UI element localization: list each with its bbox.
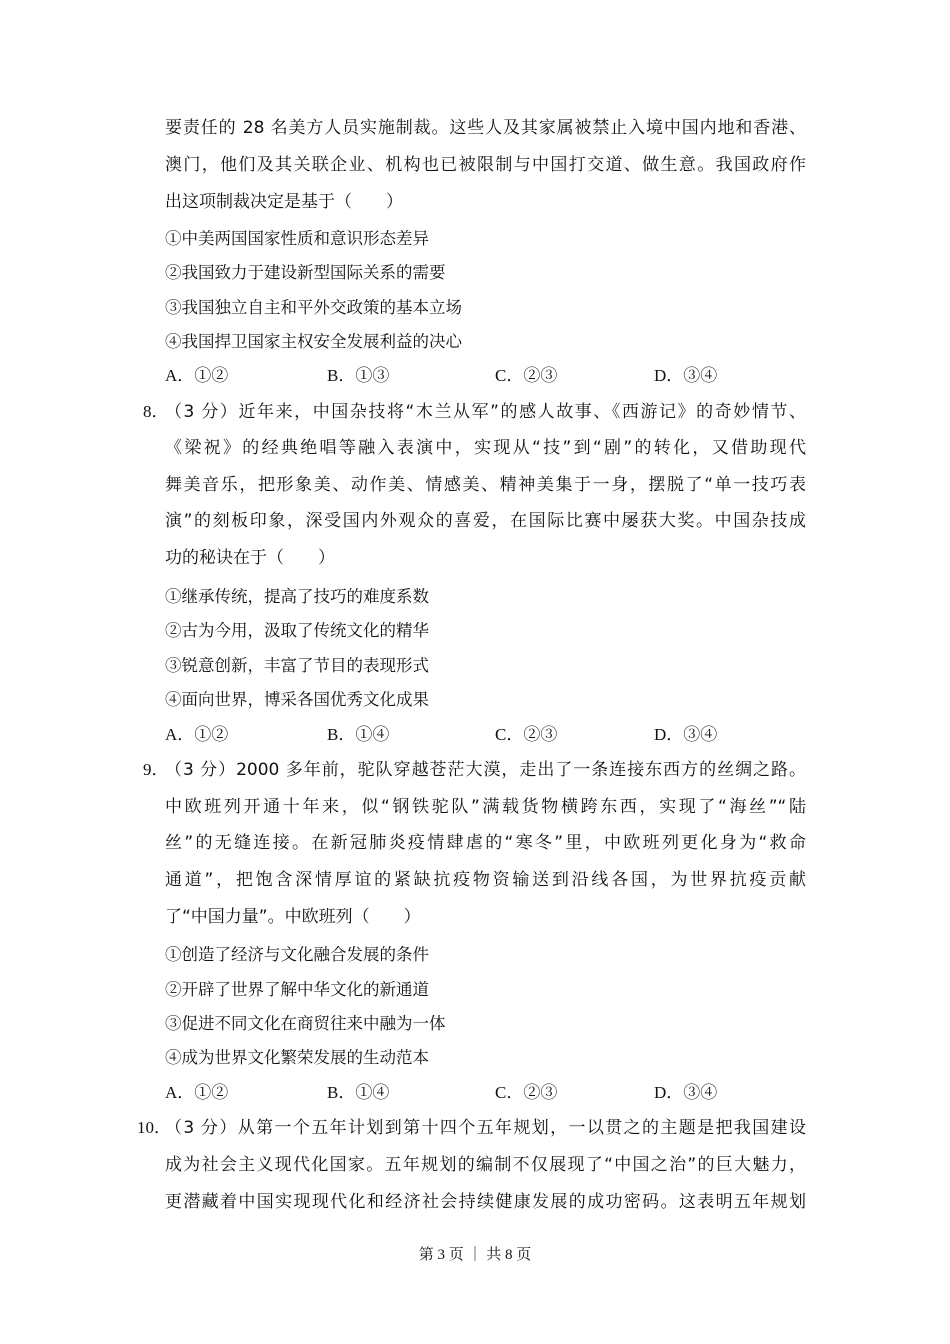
q8-stem-line: 《梁祝》的经典绝唱等融入表演中，实现从“技”到“剧”的转化，又借助现代 (165, 438, 806, 458)
q7-answer-choice-a[interactable]: A．①② (165, 366, 229, 385)
q8-stem-line: 舞美音乐，把形象美、动作美、情感美、精神美集于一身，摆脱了“单一技巧表 (165, 475, 806, 495)
page-footer: 第 3 页 ｜ 共 8 页 (418, 1247, 532, 1263)
q9-answer-choice-a[interactable]: A．①② (165, 1083, 229, 1102)
q9-stem-line: 了“中国力量”。中欧班列（ ） (165, 907, 421, 927)
q8-stem-line: 演”的刻板印象，深受国内外观众的喜爱，在国际比赛中屡获大奖。中国杂技成 (165, 511, 806, 531)
question-number: 10． (137, 1118, 171, 1137)
question-number: 8． (143, 402, 169, 421)
q8-answer-choice-a[interactable]: A．①② (165, 725, 229, 744)
q9-answer-choice-c[interactable]: C．②③ (495, 1083, 558, 1102)
q8-stem-line: 功的秘诀在于（ ） (165, 548, 335, 568)
q7-option-statement: ②我国致力于建设新型国际关系的需要 (165, 263, 446, 282)
q9-stem-line: 中欧班列开通十年来，似“钢铁驼队”满载货物横跨东西，实现了“海丝”“陆 (165, 797, 806, 817)
q8-answer-choice-d[interactable]: D．③④ (654, 725, 718, 744)
q7-option-statement: ③我国独立自主和平外交政策的基本立场 (165, 298, 462, 317)
q9-option-statement: ③促进不同文化在商贸往来中融为一体 (165, 1014, 446, 1033)
q9-stem-line: 丝”的无缝连接。在新冠肺炎疫情肆虐的“寒冬”里，中欧班列更化身为“救命 (165, 833, 806, 853)
q8-option-statement: ③锐意创新，丰富了节目的表现形式 (165, 656, 429, 675)
q7-option-statement: ①中美两国国家性质和意识形态差异 (165, 229, 429, 248)
stem-text: （3 分）2000 多年前，驼队穿越苍茫大漠，走出了一条连接东西方的丝绸之路。 (165, 760, 806, 780)
q9-answer-choice-d[interactable]: D．③④ (654, 1083, 718, 1102)
q9-stem-line (143, 758, 806, 782)
q10-stem-line: 更潜藏着中国实现现代化和经济社会持续健康发展的成功密码。这表明五年规划 (165, 1192, 806, 1212)
q7-stem-line: 出这项制裁决定是基于（ ） (165, 192, 403, 212)
q8-option-statement: ②古为今用，汲取了传统文化的精华 (165, 621, 429, 640)
q9-answer-choice-b[interactable]: B．①④ (327, 1083, 390, 1102)
q9-option-statement: ④成为世界文化繁荣发展的生动范本 (165, 1048, 429, 1067)
stem-text: （3 分）从第一个五年计划到第十四个五年规划，一以贯之的主题是把我国建设 (165, 1118, 806, 1138)
q9-option-statement: ①创造了经济与文化融合发展的条件 (165, 945, 429, 964)
q7-option-statement: ④我国捍卫国家主权安全发展利益的决心 (165, 332, 462, 351)
question-number: 9． (143, 760, 169, 779)
q9-stem-line: 通道”，把饱含深情厚谊的紧缺抗疫物资输送到沿线各国，为世界抗疫贡献 (165, 870, 806, 890)
q9-option-statement: ②开辟了世界了解中华文化的新通道 (165, 980, 429, 999)
q8-option-statement: ①继承传统，提高了技巧的难度系数 (165, 587, 429, 606)
q7-answer-choice-d[interactable]: D．③④ (654, 366, 718, 385)
q7-answer-choice-c[interactable]: C．②③ (495, 366, 558, 385)
q10-stem-line (137, 1116, 806, 1140)
stem-text: （3 分）近年来，中国杂技将“木兰从军”的感人故事、《西游记》的奇妙情节、 (165, 402, 806, 422)
q7-stem-line: 澳门，他们及其关联企业、机构也已被限制与中国打交道、做生意。我国政府作 (165, 155, 806, 175)
q8-stem-line (143, 400, 806, 424)
q10-stem-line: 成为社会主义现代化国家。五年规划的编制不仅展现了“中国之治”的巨大魅力， (165, 1155, 806, 1175)
q8-option-statement: ④面向世界，博采各国优秀文化成果 (165, 690, 429, 709)
q7-stem-line: 要责任的 28 名美方人员实施制裁。这些人及其家属被禁止入境中国内地和香港、 (165, 118, 806, 138)
q7-answer-choice-b[interactable]: B．①③ (327, 366, 390, 385)
q8-answer-choice-c[interactable]: C．②③ (495, 725, 558, 744)
q8-answer-choice-b[interactable]: B．①④ (327, 725, 390, 744)
